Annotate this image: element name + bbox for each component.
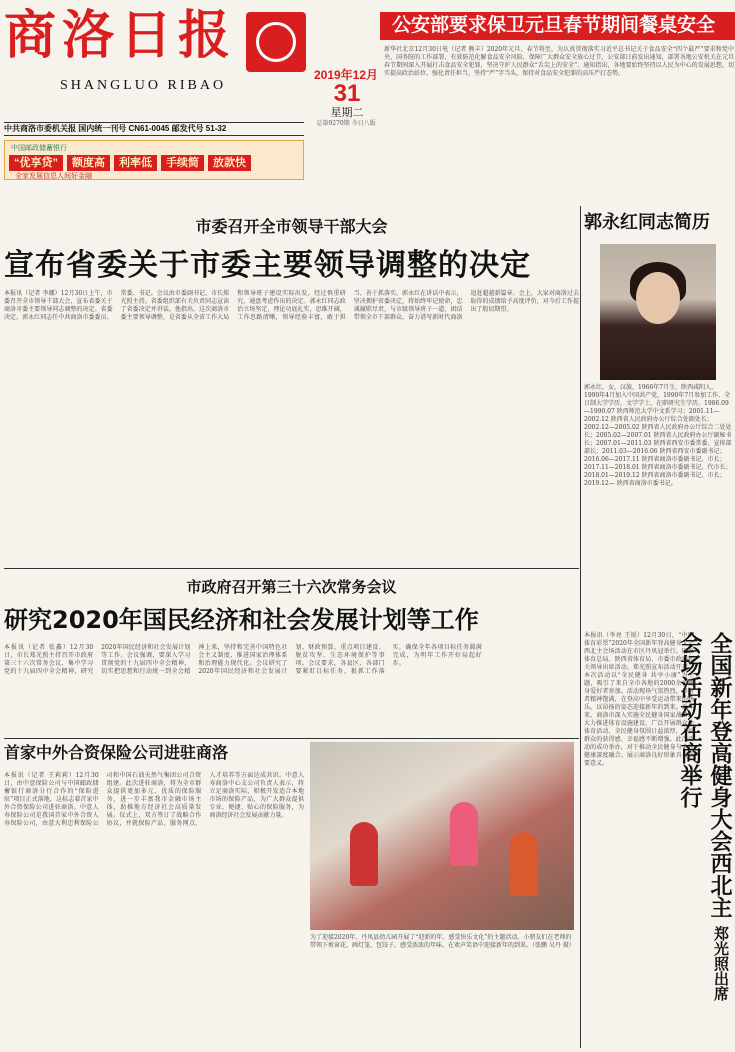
issue-meta: 总第9270期 今日八版 bbox=[316, 120, 376, 127]
ad-bank-name: 中国邮政储蓄银行 bbox=[11, 145, 67, 152]
top-story-body: 新华社北京12月30日电（记者 熊丰）2020年元旦、春节将至，为认真贯彻落实习近平总书记关于食品安全“四个最严”要求和党中央、国务院的工作部署，有效防范化解食品安全风险，保障广大群众安全放心过节，公安部日前发出通知，部署各地公安机关在元旦春节期间深入开展打击食品安全犯罪，坚决守护人民群众“舌尖上的安全”。通知指出，各地要始终坚持以人民为中心的发展思想，切实提高政治站位，强化责任担当，坚持“严”字当头，保持对食品安全犯罪的高压严打态势。 bbox=[384, 46, 734, 77]
story1-kicker: 市委召开全市领导干部大会 bbox=[195, 217, 388, 236]
photo-caption: 为了迎接2020年，丹凤县幼儿园开展了“迎新的年，感受快乐文化”的主题活动。小朋友们在老师的带领下剪窗花、画灯笼、包饺子，感受浓浓的年味，在欢声笑语中迎接新年的到来。（张鹏 吴丹 摄） bbox=[310, 934, 575, 949]
story2-headline[interactable]: 研究2020年国民经济和社会发展计划等工作 bbox=[4, 606, 479, 634]
ad-slogan: 全家发展信息人间好金融 bbox=[15, 173, 92, 180]
fitness-story-subhead: 郑光照出席 bbox=[712, 926, 730, 1001]
column-divider bbox=[580, 206, 581, 1048]
bio-headline[interactable]: 郭永红同志简历 bbox=[584, 212, 710, 232]
newspaper-seal-icon bbox=[246, 12, 306, 72]
story1-body: 本报讯（记者 李娜）12月30日上午，市委召开全市领导干部大会，宣布省委关于商洛市委主要领导同志调整的决定。省委决定，郭永红同志任中共商洛市委委员、常委、书记。会议由市委副书记、市长郑光照主持。省委组织部有关负责同志宣读了省委决定并讲话。他指出，这次商洛市委主要领导调整，是省委从全省工作大局和领导班子建设实际出发，经过慎重研究、通盘考虑作出的决定。郭永红同志政治立场坚定，理论功底扎实，思维开阔，工作思路清晰，领导经验丰富，敢于担当，善于抓落实。郭永红在讲话中表示，坚决拥护省委决定，将始终牢记使命，忠诚履职尽责，与市级领导班子一道，团结带领全市干部群众，奋力谱写新时代商洛追赶超越新篇章。会上，大家对商洛过去取得的成绩给予高度评价，对今后工作提出了殷切期望。 bbox=[4, 290, 579, 321]
bio-body: 郭永红，女，汉族，1966年7月生，陕西咸阳人，1990年4月加入中国共产党，1990年7月参加工作，全日制大学学历，文学学士，在职研究生学历。1986.09—1990.07 陕西师范大学中文系学习；2001.11—2002.12 陕西省人民政府办公厅综合处副处长；2002.12—2005.02 陕西省人民政府办公厅综合二处处长；2005.02—2007.01 陕西省人民政府办公厅副秘书长；2007.01—2011.03 陕西省西安市委常委、宣传部部长；2011.03—2016.06 陕西省西安市委副书记；2016.06—2017.11 陕西省商洛市委副书记、市长；2017.11—2018.01 陕西省商洛市委副书记、代市长；2018.01—2019.12 陕西省商洛市委副书记、市长；2019.12— 陕西省商洛市委书记。 bbox=[584, 384, 732, 487]
story2-kicker: 市政府召开第三十六次常务会议 bbox=[186, 578, 397, 596]
ad-tag: 额度高 bbox=[67, 155, 110, 171]
bio-portrait-photo bbox=[600, 244, 716, 380]
bank-advertisement[interactable] bbox=[4, 140, 304, 180]
issue-day: 31 bbox=[333, 80, 361, 107]
story1-headline[interactable]: 宣布省委关于市委主要领导调整的决定 bbox=[4, 248, 531, 283]
fitness-story-headline[interactable]: 全国新年登高健身大会西北主会场活动在商举行 bbox=[677, 632, 732, 918]
masthead-infobar: 中共商洛市委机关报 国内统一刊号 CN61-0045 邮发代号 51-32 bbox=[4, 122, 304, 136]
story3-headline[interactable]: 首家中外合资保险公司进驻商洛 bbox=[4, 743, 229, 762]
ad-tag: “优享贷” bbox=[9, 155, 63, 171]
fitness-story-body: 本报讯（李亮 王锐）12月30日，“中国体育彩票”2020年全国新年登高健身大会西北主会场活动在市区丹凤冠举行。国家体育总局、陕西省体育局、市委市政府相关领导出席活动。郑光照宣布活动开幕。本次活动以“全民健身 共享小康”为主题，吸引了来自全市各地的2000余名健身爱好者参加。活动现场气氛热烈，参与者精神饱满，在登高中享受运动带来的快乐，以昂扬的姿态迎接新年的到来。近年来，商洛市深入实施全民健身国家战略，大力推进体育设施建设，广泛开展群众性体育活动，全民健身氛围日益浓厚，人民群众的获得感、幸福感不断增强。此次活动的成功举办，对于推动全民健身与全民健康深度融合、展示商洛良好形象具有重要意义。 bbox=[584, 632, 694, 767]
issue-year-month: 2019年12月 bbox=[313, 68, 379, 82]
newspaper-logo: 商洛日报 bbox=[4, 5, 237, 66]
issue-weekday: 星期二 bbox=[330, 106, 364, 119]
ad-tag: 放款快 bbox=[208, 155, 251, 171]
photo-figure bbox=[510, 832, 538, 896]
section-divider bbox=[4, 738, 579, 739]
kindergarten-photo bbox=[310, 742, 574, 930]
ad-tag-row bbox=[9, 155, 301, 171]
section-divider bbox=[4, 568, 579, 569]
ad-tag: 利率低 bbox=[114, 155, 157, 171]
ad-tag: 手续简 bbox=[161, 155, 204, 171]
newspaper-pinyin: SHANGLUO RIBAO bbox=[60, 78, 227, 93]
top-story-headline[interactable]: 公安部要求保卫元旦春节期间餐桌安全 bbox=[380, 12, 735, 40]
photo-figure bbox=[350, 822, 378, 886]
photo-figure bbox=[450, 802, 478, 866]
story2-body: 本报讯（记者 张鑫）12月30日，市长郑光照主持召开市政府第三十六次常务会议，集中学习党的十九届四中全会精神，研究2020年国民经济和社会发展计划等工作。会议强调，要深入学习贯彻党的十九届四中全会精神，切实把思想和行动统一到全会精神上来，坚持和完善中国特色社会主义制度，推进国家治理体系和治理能力现代化。会议研究了2020年国民经济和社会发展计划、财政预算、重点项目建设、脱贫攻坚、生态环境保护等事项。会议要求，各县区、各部门要紧盯目标任务，狠抓工作落实，确保全年各项目标任务圆满完成，为明年工作开好局起好步。 bbox=[4, 644, 482, 675]
story3-body: 本报讯（记者 王莉莉）12月30日，由中意保险公司与中国邮政储蓄银行商洛分行合作的“保险进驻”项目正式落地，这标志着首家中外合资保险公司进驻商洛。中意人寿保险公司是我国首家中外合资人寿保险公司，由意大利忠利保险公司和中国石油天然气集团公司合资组建。此次进驻商洛，将为全市群众提供更加多元、优质的保险服务，进一步丰富我市金融市场主体，助推地方经济社会高质量发展。仪式上，双方签订了战略合作协议，并就保险产品、服务网点、人才培养等方面达成共识。中意人寿商洛中心支公司负责人表示，将立足商洛实际，积极开发适合本地市场的保险产品，为广大群众提供专业、便捷、贴心的保险服务，为商洛经济社会发展贡献力量。 bbox=[4, 772, 304, 827]
